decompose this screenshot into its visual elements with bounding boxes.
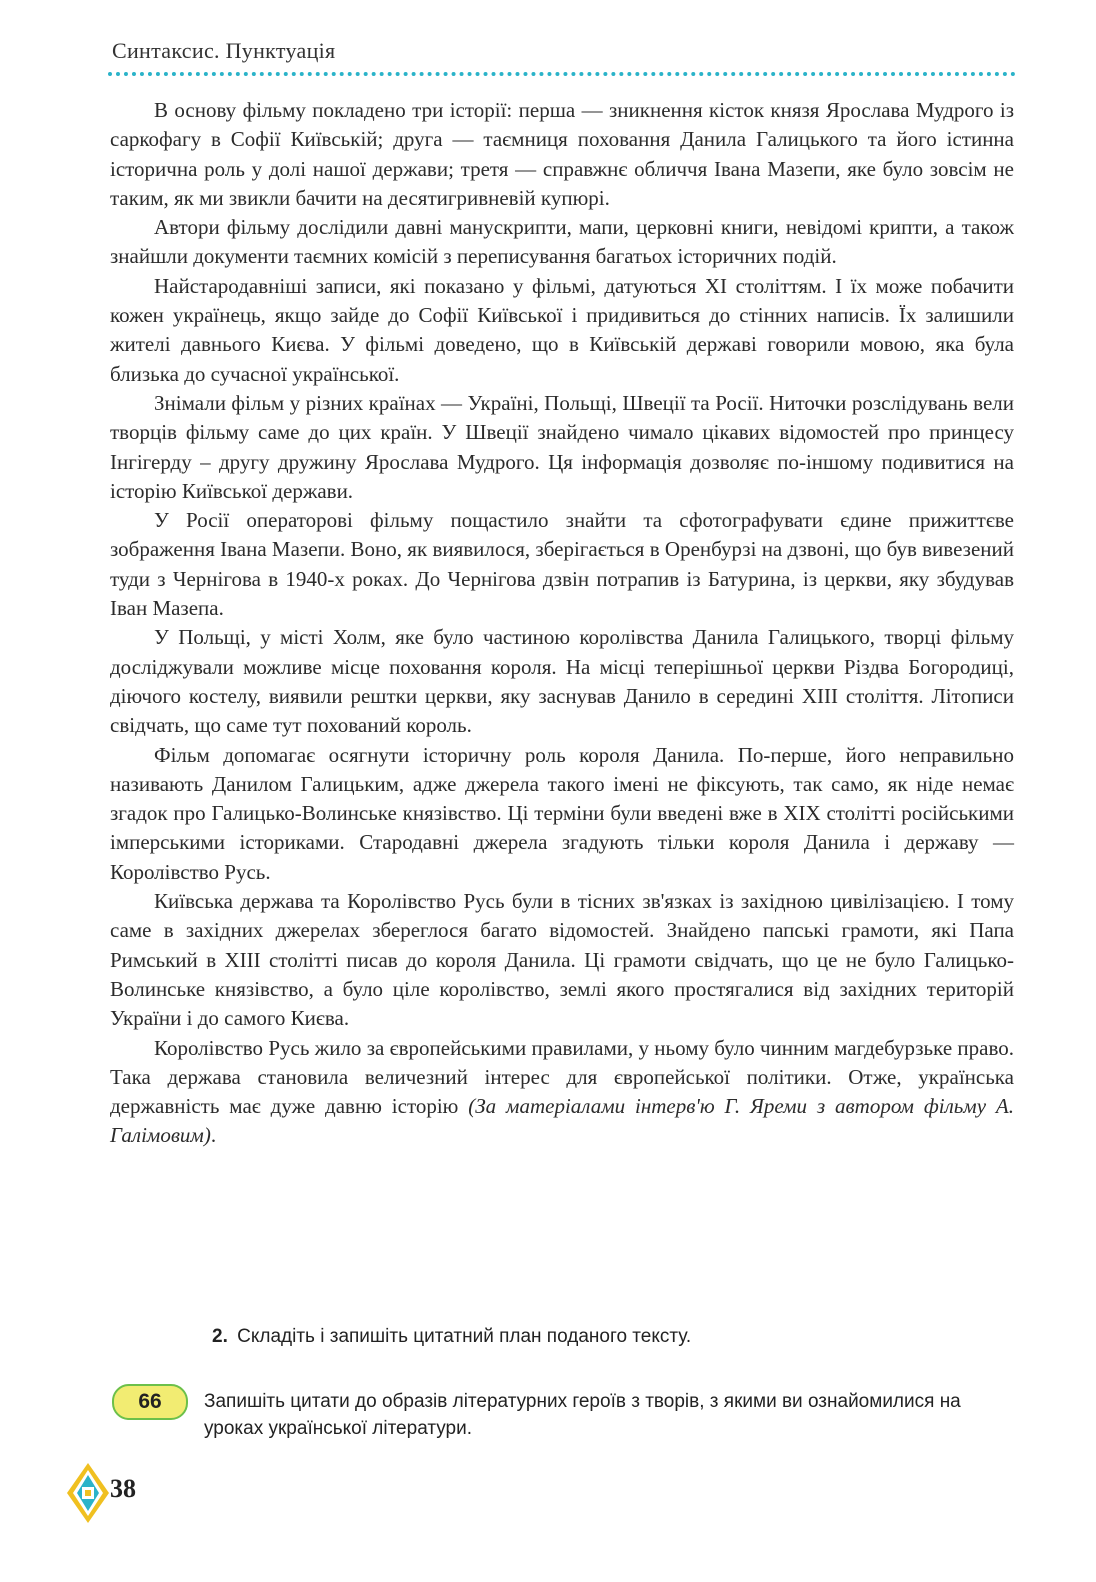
- paragraph-6: У Польщі, у місті Холм, яке було частиною королівства Данила Галицького, творці фільму досліджували можливе місце поховання короля. На місці теперішньої церкви Різдва Богородиці, діючого костелу, виявили рештки церкви, яку заснував Данило в середині XIII століття. Літописи свідчать, що саме тут похований король.: [110, 625, 1014, 738]
- paragraph-4: Знімали фільм у різних країнах — Україні, Польщі, Швеції та Росії. Ниточки розслідувань вели творців фільму саме до цих країн. У Швеції знайдено чимало цікавих відомостей про принцесу Інгігерду – другу дружину Ярослава Мудрого. Ця інформація дозволяє по-іншому подивитися на історію Київської держави.: [110, 390, 1014, 503]
- paragraph-7: Фільм допомагає осягнути історичну роль короля Данила. По-перше, його неправильно називають Данилом Галицьким, адже джерела такого імені не фіксують, так само, як ніде немає згадок про Галицько-Волинське князівство. Ці терміни були введені вже в XIX столітті російськими імперськими істориками. Стародавні джерела згадують тільки короля Данила і державу — Королівство Русь.: [110, 742, 1014, 884]
- exercise-number-badge: 66: [112, 1384, 188, 1420]
- paragraph-9: [110, 1034, 1014, 1151]
- paragraph-2: Автори фільму дослідили давні манускрипти, мапи, церковні книги, невідомі крипти, а також знайшли документи таємних комісій з переписування багатьох історичних подій.: [110, 215, 1014, 269]
- paragraph-9-text: Королівство Русь жило за європейськими правилами, у ньому було чинним магдебурзьке право. Така держава становила величезний інтерес для європейської політики. Отже, українська державність має дуже давню історію: [110, 1035, 1014, 1119]
- ornament-icon: [66, 1462, 110, 1524]
- paragraph-5: У Росії операторові фільму пощастило знайти та сфотографувати єдине прижиттєве зображення Івана Мазепи. Воно, як виявилося, зберігається в Оренбурзі на дзвоні, що був вивезений туди з Чернігова в 1940-х роках. До Чернігова дзвін потрапив із Батурина, із церкви, яку збудував Іван Мазепа.: [110, 508, 1014, 621]
- header-dotted-rule: [108, 72, 1016, 76]
- main-text: [110, 96, 1014, 1151]
- task-number: 2.: [212, 1326, 228, 1347]
- task-2: [212, 1326, 691, 1348]
- paragraph-1: В основу фільму покладено три історії: перша — зникнення кісток князя Ярослава Мудрого із саркофагу в Софії Київській; друга — таємниця поховання Данила Галицького та його істинна історична роль у долі нашої держави; третя — справжнє обличчя Івана Мазепи, яке було зовсім не таким, як ми звикли бачити на десятигривневій купюрі.: [110, 98, 1014, 210]
- source-citation: (За матеріалами інтерв'ю Г. Яреми з автором фільму А. Галімовим): [110, 1094, 1014, 1148]
- running-header: Синтаксис. Пунктуація: [112, 38, 336, 63]
- paragraph-9-end: .: [210, 1123, 217, 1148]
- task-text: Складіть і запишіть цитатний план поданого тексту.: [237, 1326, 692, 1347]
- paragraph-3: Найстародавніші записи, які показано у фільмі, датуються XI століттям. І їх може побачити кожен українець, якщо зайде до Софії Київської і придивиться до стінних написів. Їх залишили жителі давнього Києва. У фільмі доведено, що в Київській державі говорили мовою, яка була близька до сучасної української.: [110, 273, 1014, 386]
- exercise-text: Запишіть цитати до образів літературних героїв з творів, з якими ви ознайомилися на уроках української літератури.: [204, 1391, 961, 1439]
- page-number: 38: [110, 1474, 136, 1503]
- paragraph-8: Київська держава та Королівство Русь були в тісних зв'язках із західною цивілізацією. І тому саме в західних джерелах збереглося багато відомостей. Знайдено папські грамоти, які Папа Римський в XIII столітті писав до короля Данила. Ці грамоти свідчать, що це не було Галицько-Волинське князівство, а було ціле королівство, землі якого простягалися від західних територій України і до самого Києва.: [110, 889, 1014, 1031]
